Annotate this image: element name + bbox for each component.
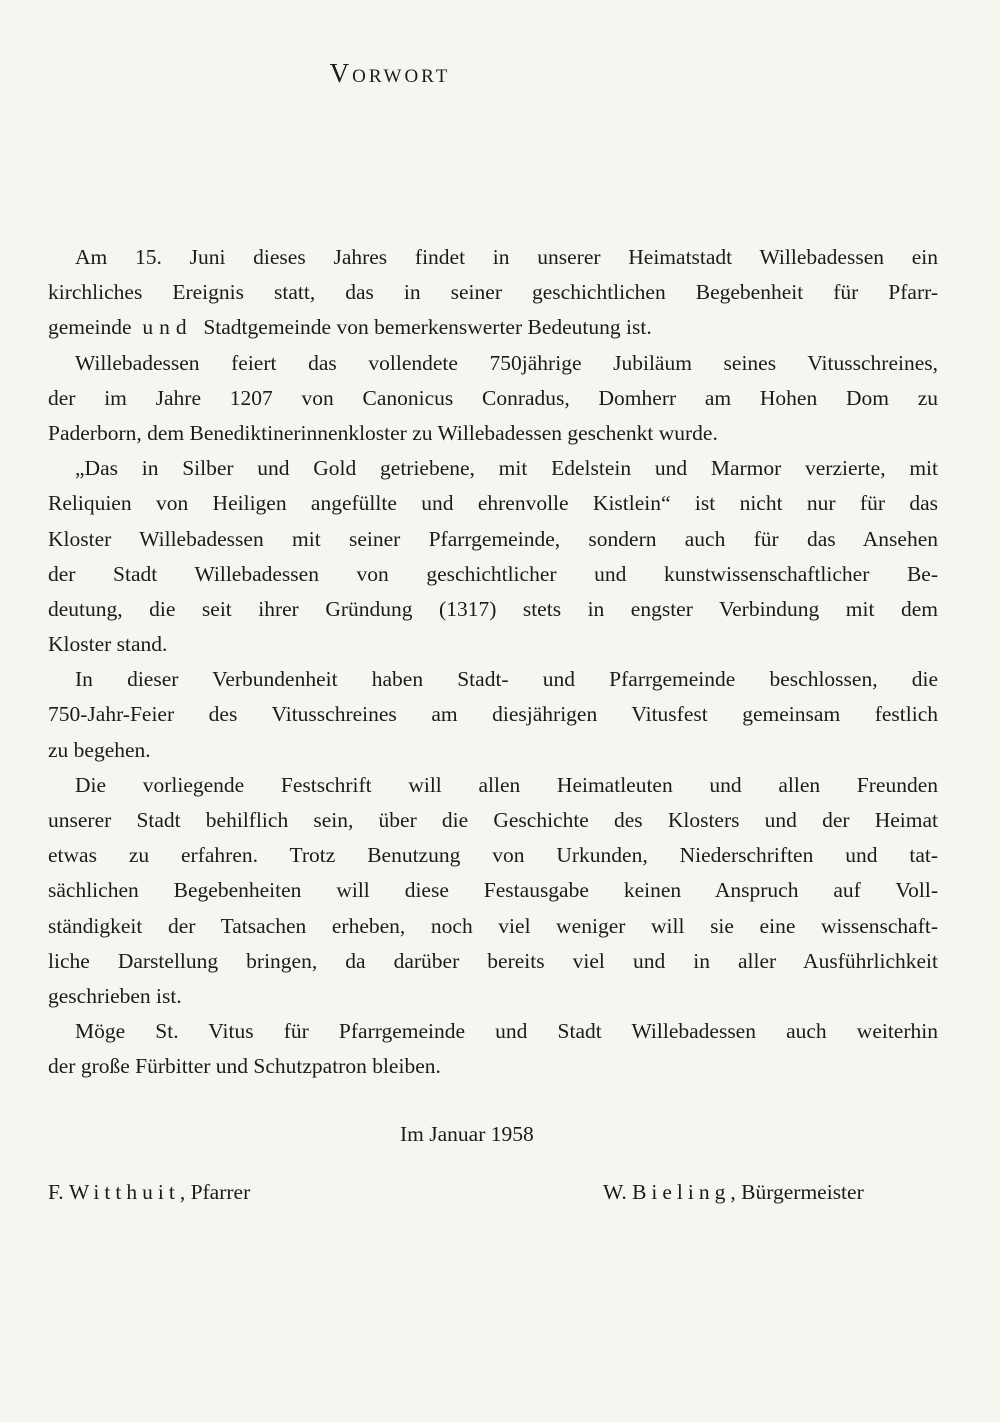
text-line: Reliquien von Heiligen angefüllte und ehrenvolle Kistlein“ ist nicht nur für das [48,491,938,516]
text-line: Kloster stand. [48,632,168,657]
text-line: Kloster Willebadessen mit seiner Pfarrgemeinde, sondern auch für das Ansehen [48,526,938,551]
page-title: Vorwort [329,58,451,88]
emphasized-word: und [142,315,193,340]
text-line: der im Jahre 1207 von Canonicus Conradus, Domherr am Hohen Dom zu [48,385,938,410]
text-line: Am 15. Juni dieses Jahres findet in unserer Heimatstadt Willebadessen ein [75,245,938,269]
signature-initial: F. [48,1180,64,1204]
signature-mayor [603,1180,864,1205]
text-line: der große Fürbitter und Schutzpatron bleiben. [48,1054,441,1079]
text-line: deutung, die seit ihrer Gründung (1317) stets in engster Verbindung mit dem [48,596,938,621]
text-line: Willebadessen feiert das vollendete 750jährige Jubiläum seines Vitusschreines, [75,350,938,375]
text-line: kirchliches Ereignis statt, das in seiner geschichtlichen Begebenheit für Pfarr- [48,280,938,305]
text-line: ständigkeit der Tatsachen erheben, noch viel weniger will sie eine wissenschaft- [48,913,938,938]
text-line: geschrieben ist. [48,983,182,1008]
signature-name: Witthuit [69,1180,180,1204]
signature-role: , Pfarrer [179,1180,251,1204]
text-line: zu begehen. [48,737,151,762]
text-fragment: gemeinde [48,315,132,340]
text-line: etwas zu erfahren. Trotz Benutzung von Urkunden, Niederschriften und tat- [48,843,938,868]
text-line: sächlichen Begebenheiten will diese Festausgabe keinen Anspruch auf Voll- [48,878,938,903]
signature-name: Bieling [632,1180,731,1204]
text-line-emphasis [48,310,938,345]
text-line: „Das in Silber und Gold getriebene, mit Edelstein und Marmor verzierte, mit [75,456,938,481]
date-line: Im Januar 1958 [400,1122,534,1146]
signature-initial: W. [603,1180,627,1204]
text-line: liche Darstellung bringen, da darüber bereits viel und in aller Ausführlichkeit [48,948,938,973]
text-line: der Stadt Willebadessen von geschichtlicher und kunstwissenschaftlicher Be- [48,561,938,586]
text-line: 750-Jahr-Feier des Vitusschreines am diesjährigen Vitusfest gemeinsam festlich [48,702,938,727]
text-line: Die vorliegende Festschrift will allen Heimatleuten und allen Freunden [75,772,938,797]
body-text [48,240,938,1085]
text-fragment: Stadtgemeinde von bemerkenswerter Bedeutung ist. [203,315,652,340]
text-line: Paderborn, dem Benediktinerinnenkloster zu Willebadessen geschenkt wurde. [48,420,718,445]
text-line: In dieser Verbundenheit haben Stadt- und Pfarrgemeinde beschlossen, die [75,667,938,692]
signature-pastor [48,1180,250,1205]
text-line: Möge St. Vitus für Pfarrgemeinde und Stadt Willebadessen auch weiterhin [75,1019,938,1044]
signature-role: , Bürgermeister [730,1180,864,1204]
text-line: unserer Stadt behilflich sein, über die Geschichte des Klosters und der Heimat [48,808,938,832]
